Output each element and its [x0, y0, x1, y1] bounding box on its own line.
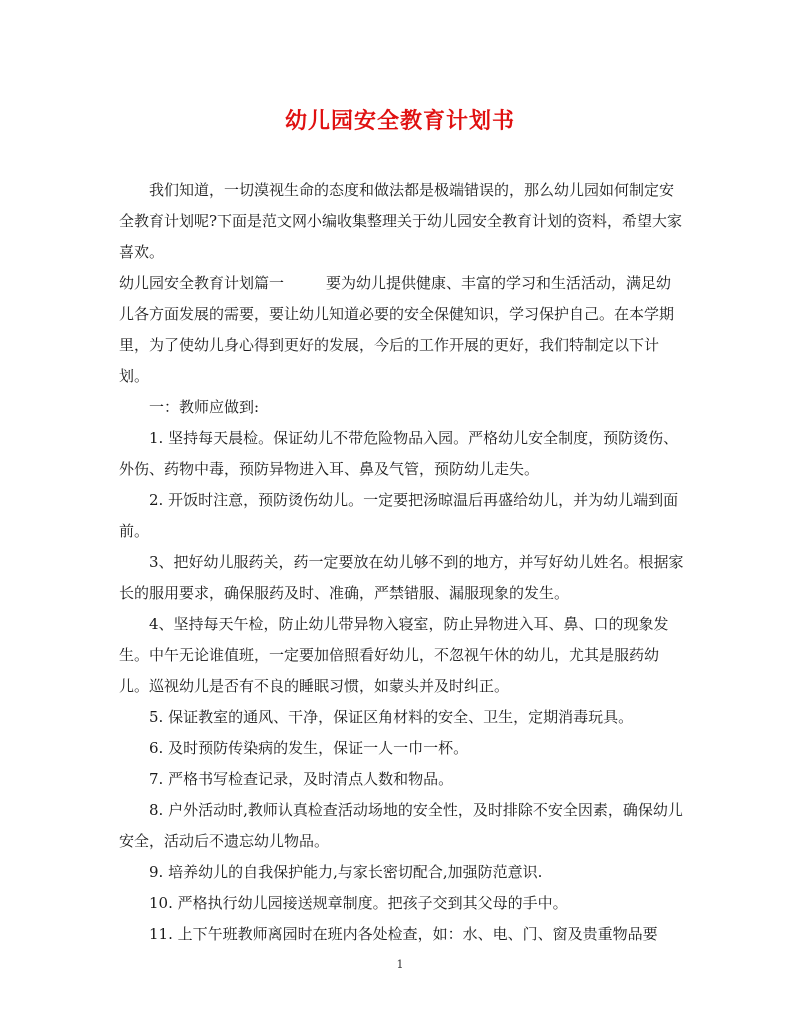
list-item: 11. 上下午班教师离园时在班内各处检查，如：水、电、门、窗及贵重物品要: [149, 925, 658, 943]
page-number: 1: [396, 958, 404, 971]
list-item: 5. 保证教室的通风、干净，保证区角材料的安全、卫生，定期消毒玩具。: [149, 708, 634, 726]
intro-paragraph: 我们知道，一切漠视生命的态度和做法都是极端错误的，那么幼儿园如何制定安全教育计划呢?下面是范文网小编收集整理关于幼儿园安全教育计划的资料，希望大家喜欢。: [119, 181, 683, 261]
list-item: 8. 户外活动时,教师认真检查活动场地的安全性，及时排除不安全因素，确保幼儿安全，活动后不遗忘幼儿物品。: [119, 801, 683, 850]
section-paragraph: [119, 268, 685, 392]
list-item: 6. 及时预防传染病的发生，保证一人一巾一杯。: [149, 739, 469, 757]
list-item: 4、坚持每天午检，防止幼儿带异物入寝室，防止异物进入耳、鼻、口的现象发生。中午无论谁值班，一定要加倍照看好幼儿，不忽视午休的幼儿，尤其是服药幼儿。巡视幼儿是否有不良的睡眠习惯，如蒙头并及时纠正。: [119, 615, 669, 695]
section-text: 要为幼儿提供健康、丰富的学习和生活活动，满足幼儿各方面发展的需要，要让幼儿知道必要的安全保健知识，学习保护自己。在本学期里，为了使幼儿身心得到更好的发展，今后的工作开展的更好，我们特制定以下计划。: [119, 274, 675, 385]
list-item: 9. 培养幼儿的自我保护能力,与家长密切配合,加强防范意识.: [149, 863, 543, 881]
list-item: 1. 坚持每天晨检。保证幼儿不带危险物品入园。严格幼儿安全制度，预防烫伤、外伤、药物中毒，预防异物进入耳、鼻及气管，预防幼儿走失。: [119, 429, 679, 478]
list-item: 2. 开饭时注意，预防烫伤幼儿。一定要把汤晾温后再盛给幼儿，并为幼儿端到面前。: [119, 491, 679, 540]
section-label: 幼儿园安全教育计划篇一: [119, 274, 285, 292]
list-item: 7. 严格书写检查记录，及时清点人数和物品。: [149, 770, 454, 788]
teachers-heading: 一：教师应做到:: [149, 398, 260, 416]
document-body: [119, 175, 685, 950]
list-item: 10. 严格执行幼儿园接送规章制度。把孩子交到其父母的手中。: [149, 894, 568, 912]
document-title: 幼儿园安全教育计划书: [284, 108, 515, 134]
list-item: 3、把好幼儿服药关，药一定要放在幼儿够不到的地方，并写好幼儿姓名。根据家长的服用要求，确保服药及时、准确，严禁错服、漏服现象的发生。: [119, 553, 684, 602]
